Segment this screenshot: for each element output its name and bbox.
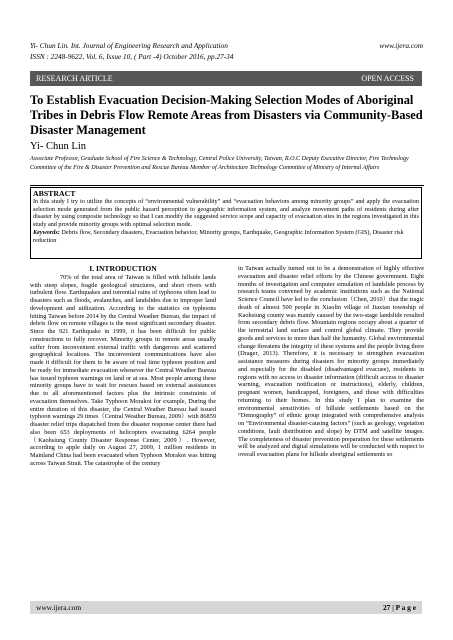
- abstract-box: [30, 187, 422, 259]
- footer-website[interactable]: www.ijera.com: [36, 603, 82, 612]
- author-name: Yi- Chun Lin: [30, 141, 87, 152]
- abstract-text: In this study I try to utilize the concepts of “environmental vulnerability” and “evacuation behaviors among minority groups” and apply the evacuation selection mode generated from the public hazard perception to geographic information system, and analyze movement paths of residents during after disaster by using composite technology so that I can modify the suggested service scope and capacity of evacuation sites in the regions investigated in this study and provide minority groups with optimal selection mode.: [33, 198, 419, 229]
- left-column: [30, 265, 216, 468]
- keywords-line: [33, 229, 419, 244]
- open-access-label: OPEN ACCESS: [361, 74, 414, 83]
- introduction-heading: I. INTRODUCTION: [89, 264, 157, 273]
- paper-title: To Establish Evacuation Decision-Making Selection Modes of Aboriginal Tribes in Debris Flow Remote Areas from Disasters via Community-Based Disaster Management: [30, 93, 423, 137]
- article-type-banner: [30, 71, 422, 86]
- page-footer: [30, 601, 422, 614]
- keywords-text: Debris flow, Secondary disasters, Evacuation behavior, Minority groups, Earthquake, Geographic Information System (GIS), Disaster risk reduction: [33, 228, 404, 244]
- right-column: [238, 265, 424, 459]
- abstract-heading: ABSTRACT: [33, 189, 76, 198]
- author-affiliation: Associate Professor, Graduate School of Fire Science & Technology, Central Police University, Taiwan, R.O.C Deputy Executive Director, Fire Technology Committee of the Fire & Disaster Prevention and Rescue Bureau Member of Architecture Technology Committee of Ministry of Internal Affairs: [30, 156, 409, 172]
- page-number: 27 | P a g e: [382, 603, 416, 612]
- journal-website[interactable]: www.ijera.com: [379, 41, 423, 50]
- journal-citation: Yi- Chun Lin. Int. Journal of Engineering Research and Application: [30, 41, 228, 50]
- header-divider: [30, 185, 424, 186]
- issn-line: ISSN : 2248-9622, Vol. 6, Issue 10, ( Part -4) October 2016, pp.27-34: [30, 52, 234, 61]
- introduction-paragraph-left: 70% of the total area of Taiwan is filled with hillside lands with steep slopes, fragile geological structures, and short rivers with turbulent flow. Earthquakes and torrential rains of typhoons often lead to disasters such as floods, avalanches, and landslides due to improper land development and utilization. According to the statistics on typhoons hitting Taiwan before 2014 by the Central Weather Bureau, the impact of debris flow on remote villages is the most significant secondary disaster. Since the 921 Earthquake in 1999, it has been difficult for public constructions to fully recover. Minority groups in remote areas usually suffer from inconvenient external traffic with dangerous and scattered geographical locations. The inconvenient communications have also made it difficult for them to be aware of real time typhoon position and be ready for immediate evacuation whenever the Central Weather Bureau has issued typhoon warnings on land or at sea. Most people among these minority groups have to wait for rescues based on external assistances due to all aforementioned factors plus the intrinsic constraints of evacuation themselves. Take Typhoon Morakot for example, During the entire duration of this disaster, the Central Weather Bureau had issued typhoon warnings 29 times（Central Weather Bureau, 2009）with 86859 disaster relief trips dispatched from the disaster response center there had also been 653 deployments of helicopters evacuating 6264 people （Kaohsiung County Disaster Response Center, 2009）. However, according to apple daily on August 27, 2009, 1 million residents in Mainland China had been evacuated when Typhoon Morakot was hitting across Taiwan Strait. The catastrophe of the century: [30, 273, 216, 467]
- introduction-paragraph-right: in Taiwan actually turned out to be a demonstration of highly effective evacuation and disaster relief efforts by the Chinese government. Eight months of investigation and computer simulation of landslide process by research teams convened by academic institutions such as the National Science Council have led to the conclusion（Chen, 2010）that the tragic death of almost 500 people in Xiaolin village of Jiaxian township of Kaohsiung county was mainly caused by the two-stage landslide resulted from secondary debris flow. Mountain regions occupy about a quarter of the terrestrial land surface and control global climate. They provide goods and services to more than half the humanity. Global environmental change threatens the integrity of these systems and the people living there (Drager, 2013). Therefore, it is necessary to strengthen evacuation assistance measures during disasters for minority groups immediately and especially for the disabled (disadvantaged evacuee), residents in regions with no access to disaster information (difficult access to disaster warning, evacuation notification or instructions), elderly, children, pregnant women, handicapped, foreigners, and those with difficulties returning to their homes. In this study I plan to examine the environmental sensitivities of hillside settlements based on the “Demography” of ethnic group integrated with comprehensive analysis on “Environmental disaster-causing factors” (such as geology, vegetation conditions, fault distribution and slope) by DTM and satellite images. The completeness of disaster prevention preparation for these settlements will be analyzed and digital simulations will be conducted with respect to overall evacuation plans for hillside aboriginal settlements so: [238, 265, 424, 458]
- keywords-label: Keywords:: [33, 228, 60, 236]
- article-type-label: RESEARCH ARTICLE: [36, 74, 113, 83]
